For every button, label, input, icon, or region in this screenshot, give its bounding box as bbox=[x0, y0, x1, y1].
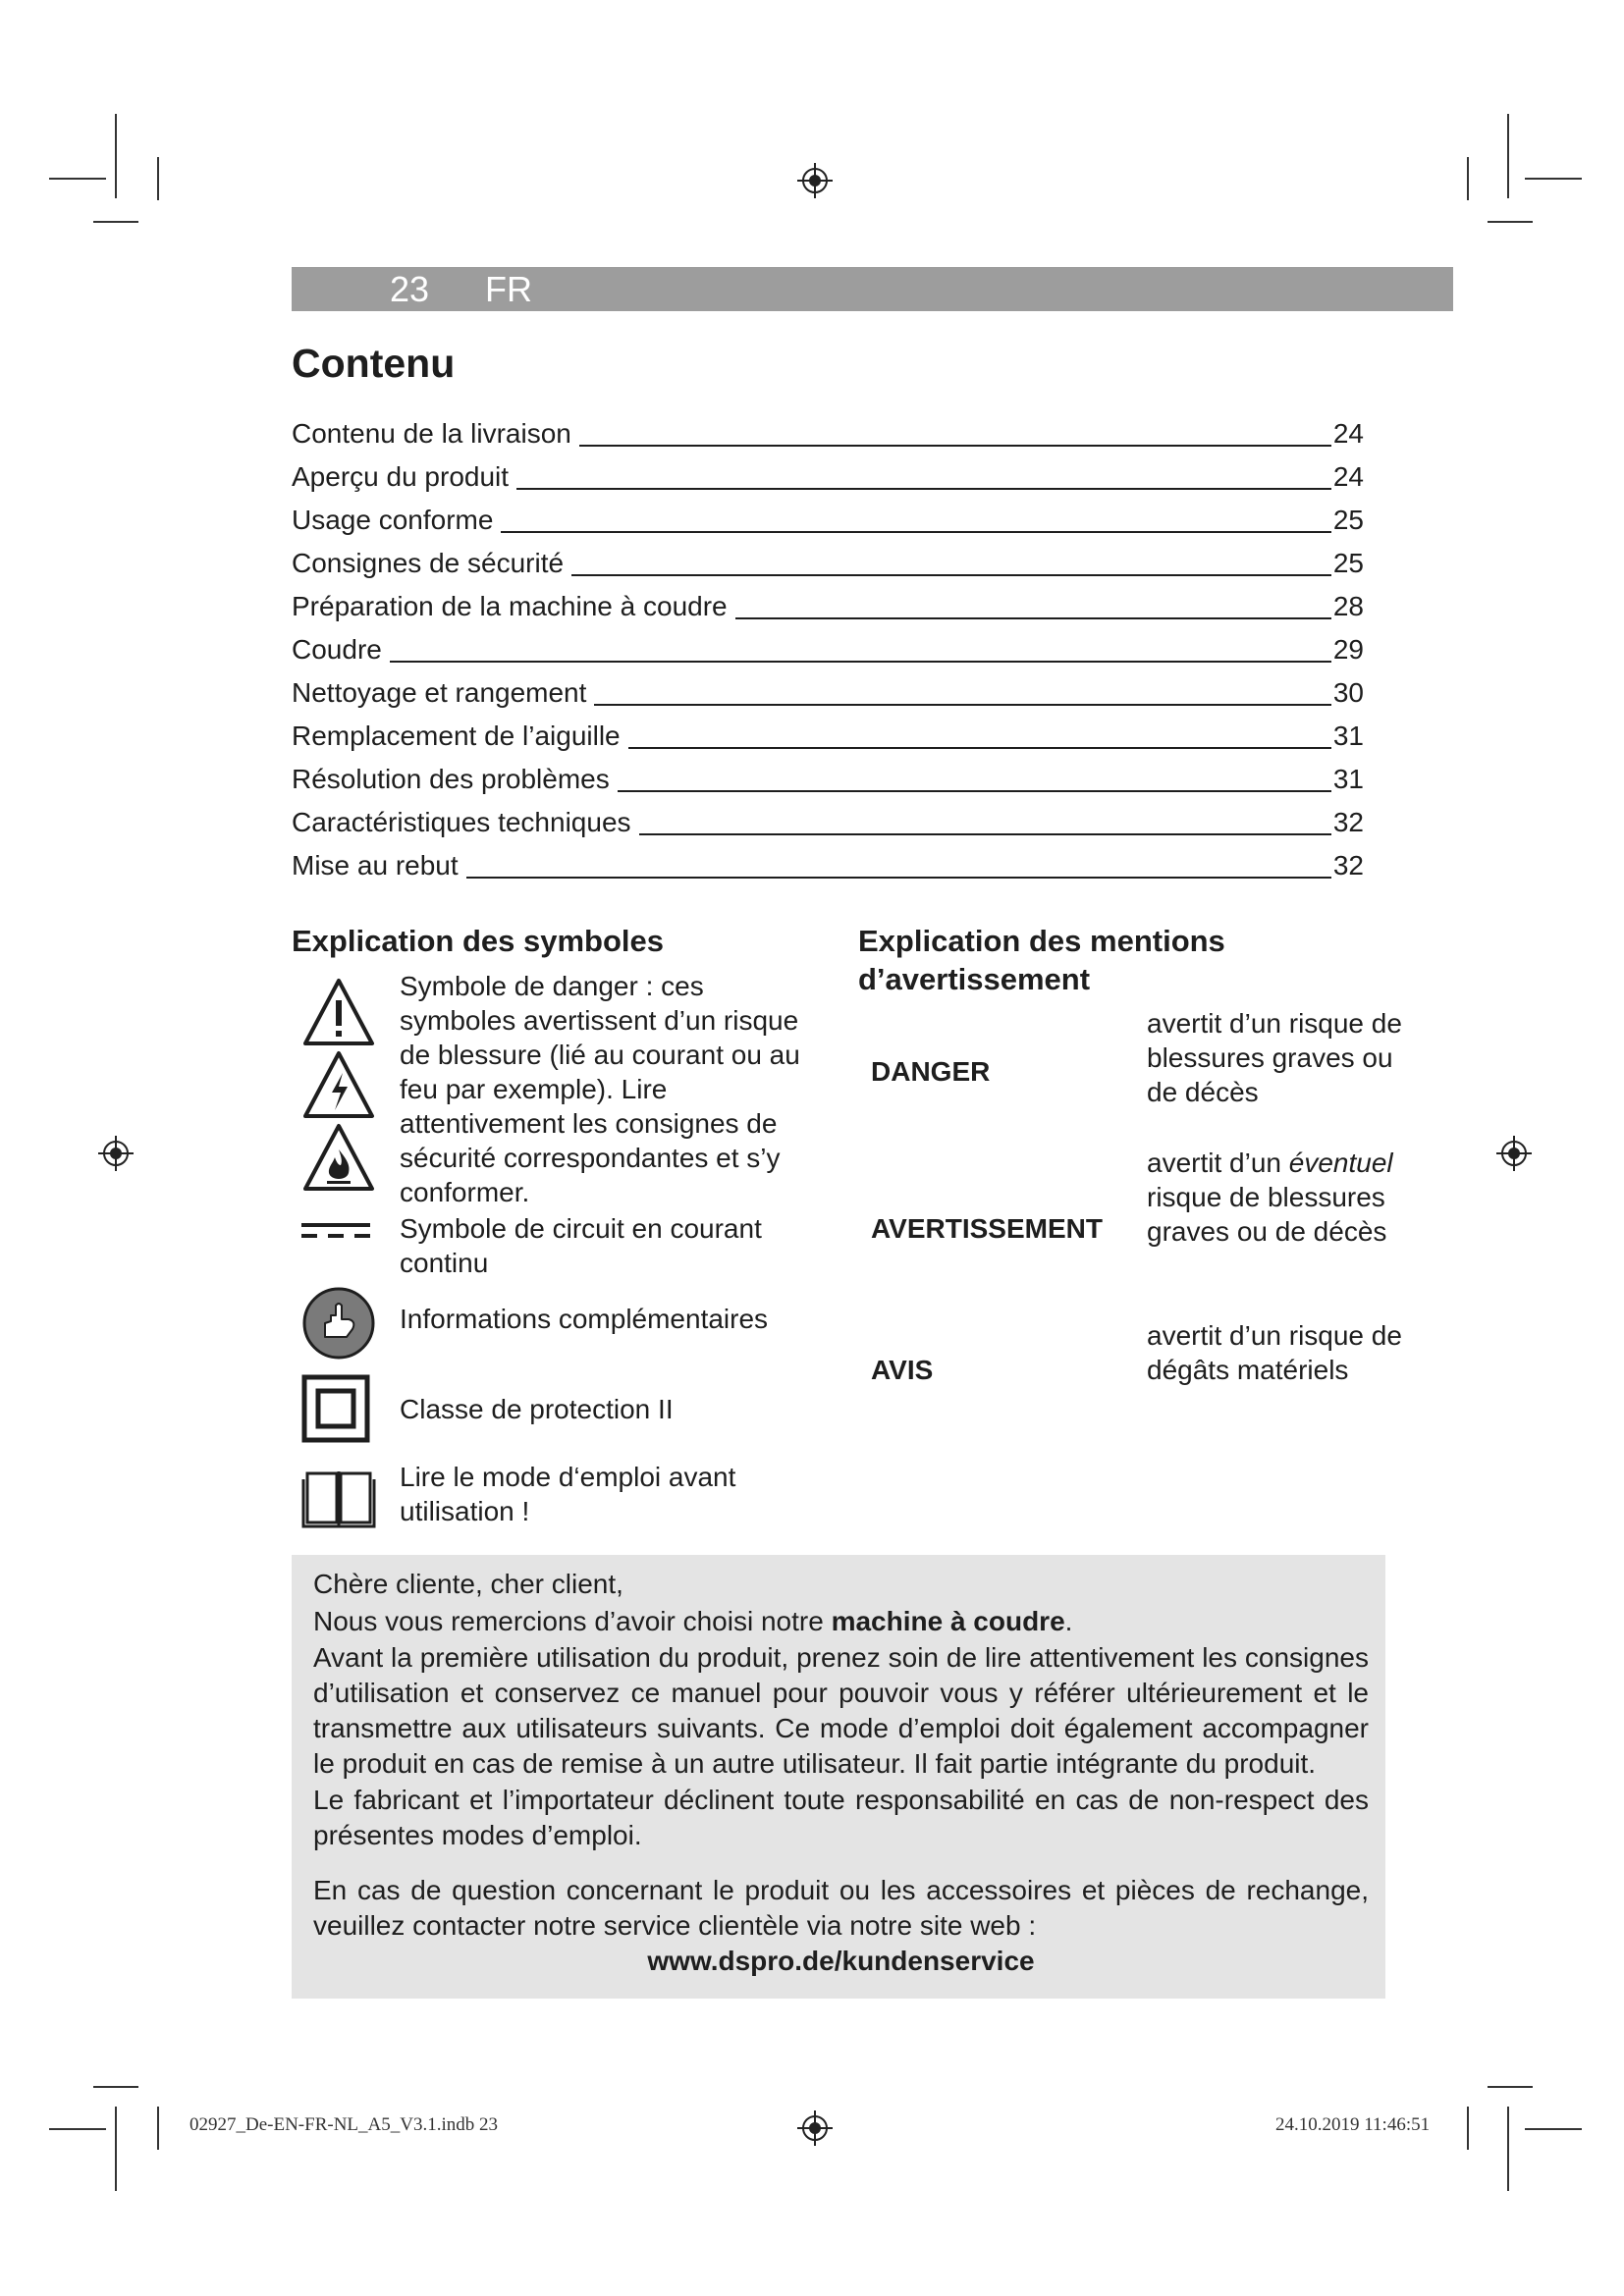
toc-entry bbox=[292, 493, 1364, 536]
symbol-row-info bbox=[292, 1286, 822, 1361]
toc-leader bbox=[618, 790, 1331, 792]
manual-book-icon bbox=[301, 1466, 376, 1528]
toc-entry bbox=[292, 406, 1364, 450]
toc-entry-page: 31 bbox=[1332, 721, 1364, 751]
toc-entry-title: Préparation de la machine à coudre bbox=[292, 591, 728, 621]
toc-entry-title: Remplacement de l’aiguille bbox=[292, 721, 621, 751]
toc-entry bbox=[292, 450, 1364, 493]
warning-description: avertit d’un risque de dégâts matériels bbox=[1147, 1320, 1402, 1385]
toc-leader bbox=[579, 445, 1331, 447]
crop-mark bbox=[1467, 157, 1469, 200]
fire-hazard-icon bbox=[301, 1122, 376, 1193]
toc-leader bbox=[735, 617, 1331, 619]
electric-hazard-icon bbox=[301, 1049, 376, 1120]
warning-word-avis: AVIS bbox=[871, 1355, 934, 1385]
toc-leader bbox=[466, 877, 1331, 879]
crop-mark bbox=[115, 114, 117, 198]
toc-entry bbox=[292, 622, 1364, 666]
table-of-contents bbox=[292, 406, 1364, 881]
liability-paragraph: Le fabricant et l’importateur déclinent toute responsabilité en cas de non-respect des présentes modes d’emploi. bbox=[313, 1785, 1369, 1850]
crop-mark bbox=[157, 157, 159, 200]
toc-leader bbox=[501, 531, 1330, 533]
greeting: Chère cliente, cher client, bbox=[313, 1569, 623, 1599]
thanks-end: . bbox=[1064, 1606, 1073, 1636]
warning-description-emphasis: éventuel bbox=[1288, 1148, 1393, 1178]
footer-file-name: 02927_De-EN-FR-NL_A5_V3.1.indb 23 bbox=[189, 2114, 499, 2135]
crop-mark bbox=[49, 2128, 106, 2130]
dc-current-icon bbox=[301, 1221, 370, 1241]
toc-entry-page: 24 bbox=[1332, 461, 1364, 492]
warning-word-avertissement: AVERTISSEMENT bbox=[871, 1213, 1103, 1244]
warning-description: avertit d’un risque de blessures graves ou de décès bbox=[1147, 1008, 1402, 1107]
toc-title: Contenu bbox=[292, 341, 456, 386]
page-header-band bbox=[292, 267, 1453, 311]
toc-entry-title: Mise au rebut bbox=[292, 850, 459, 881]
warning-description-text: risque de blessures graves ou de décès bbox=[1147, 1182, 1387, 1247]
info-hand-icon bbox=[301, 1286, 376, 1361]
customer-info-box bbox=[292, 1555, 1385, 1999]
toc-entry-title: Usage conforme bbox=[292, 505, 494, 535]
toc-entry-title: Consignes de sécurité bbox=[292, 548, 565, 578]
crop-mark bbox=[157, 2107, 159, 2150]
symbols-title: Explication des symboles bbox=[292, 924, 665, 958]
crop-mark bbox=[1525, 178, 1582, 180]
toc-entry-title: Aperçu du produit bbox=[292, 461, 510, 492]
page-number: 23 bbox=[390, 269, 430, 309]
crop-mark bbox=[93, 221, 138, 223]
toc-entry-title: Coudre bbox=[292, 634, 382, 665]
symbol-row-protection bbox=[292, 1374, 822, 1447]
thanks-text: Nous vous remercions d’avoir choisi notre bbox=[313, 1606, 824, 1636]
crop-mark bbox=[1488, 2086, 1533, 2088]
symbol-description: Informations complémentaires bbox=[400, 1304, 769, 1334]
toc-entry bbox=[292, 795, 1364, 838]
toc-entry-page: 31 bbox=[1332, 764, 1364, 794]
toc-entry-title: Résolution des problèmes bbox=[292, 764, 610, 794]
protection-class-ii-icon bbox=[301, 1374, 370, 1443]
toc-leader bbox=[628, 747, 1331, 749]
crop-mark bbox=[93, 2086, 138, 2088]
intro-paragraph: Avant la première utilisation du produit, prenez soin de lire attentivement les consignes d’utilisation et conservez ce manuel pour pouvoir vous y référer ultérieurement et le transmettre aux utilisateurs suivants. Ce mode d’emploi doit également accompagner le produit en cas de remise à un autre utilisateur. Il fait partie intégrante du produit. bbox=[313, 1642, 1369, 1779]
toc-entry-page: 30 bbox=[1332, 677, 1364, 708]
warnings-title: Explication des mentions d’avertissement bbox=[858, 924, 1225, 996]
symbol-row-dc bbox=[292, 1211, 822, 1280]
toc-entry bbox=[292, 709, 1364, 752]
warning-word-danger: DANGER bbox=[871, 1056, 991, 1087]
toc-entry-page: 25 bbox=[1332, 505, 1364, 535]
toc-entry bbox=[292, 752, 1364, 795]
toc-entry-title: Caractéristiques techniques bbox=[292, 807, 631, 837]
crop-mark bbox=[1467, 2107, 1469, 2150]
symbol-description: Lire le mode d‘emploi avant utilisation ! bbox=[400, 1462, 736, 1526]
crop-mark bbox=[1507, 114, 1509, 198]
toc-entry-page: 24 bbox=[1332, 418, 1364, 449]
toc-leader bbox=[639, 833, 1331, 835]
toc-leader bbox=[390, 661, 1331, 663]
contact-paragraph: En cas de question concernant le produit ou les accessoires et pièces de rechange, veuillez contacter notre service clientèle via notre site web : bbox=[313, 1875, 1369, 1941]
toc-entry-page: 29 bbox=[1332, 634, 1364, 665]
symbol-row-danger bbox=[292, 967, 822, 1212]
crop-mark bbox=[1488, 221, 1533, 223]
toc-leader bbox=[516, 488, 1331, 490]
warning-description bbox=[1147, 1146, 1402, 1249]
crop-mark bbox=[1525, 2128, 1582, 2130]
toc-leader bbox=[571, 574, 1331, 576]
toc-entry bbox=[292, 666, 1364, 709]
symbol-description: Symbole de danger : ces symboles avertissent d’un risque de blessure (lié au courant ou au feu par exemple). Lire attentivement les consignes de sécurité correspondantes et s’y conformer. bbox=[400, 971, 800, 1207]
toc-entry-page: 28 bbox=[1332, 591, 1364, 621]
crop-mark bbox=[115, 2107, 117, 2191]
toc-entry-title: Nettoyage et rangement bbox=[292, 677, 587, 708]
symbol-description: Classe de protection II bbox=[400, 1394, 674, 1424]
crop-mark bbox=[49, 178, 106, 180]
warning-triangle-icon bbox=[301, 977, 376, 1047]
symbol-row-manual bbox=[292, 1460, 822, 1533]
registration-mark-icon bbox=[795, 2109, 835, 2148]
registration-mark-icon bbox=[96, 1134, 135, 1173]
registration-mark-icon bbox=[795, 161, 835, 200]
toc-entry bbox=[292, 838, 1364, 881]
toc-leader bbox=[594, 704, 1330, 706]
toc-entry-page: 32 bbox=[1332, 850, 1364, 881]
registration-mark-icon bbox=[1494, 1134, 1534, 1173]
footer-timestamp: 24.10.2019 11:46:51 bbox=[1275, 2114, 1431, 2135]
language-code: FR bbox=[485, 269, 532, 309]
service-url: www.dspro.de/kundenservice bbox=[647, 1946, 1035, 1976]
toc-entry-title: Contenu de la livraison bbox=[292, 418, 571, 449]
thanks-line bbox=[313, 1604, 1369, 1639]
crop-mark bbox=[1507, 2107, 1509, 2191]
toc-entry bbox=[292, 536, 1364, 579]
toc-entry-page: 25 bbox=[1332, 548, 1364, 578]
toc-entry bbox=[292, 579, 1364, 622]
symbol-description: Symbole de circuit en courant continu bbox=[400, 1213, 762, 1278]
toc-entry-page: 32 bbox=[1332, 807, 1364, 837]
product-name: machine à coudre bbox=[831, 1606, 1065, 1636]
warning-description-text: avertit d’un bbox=[1147, 1148, 1281, 1178]
